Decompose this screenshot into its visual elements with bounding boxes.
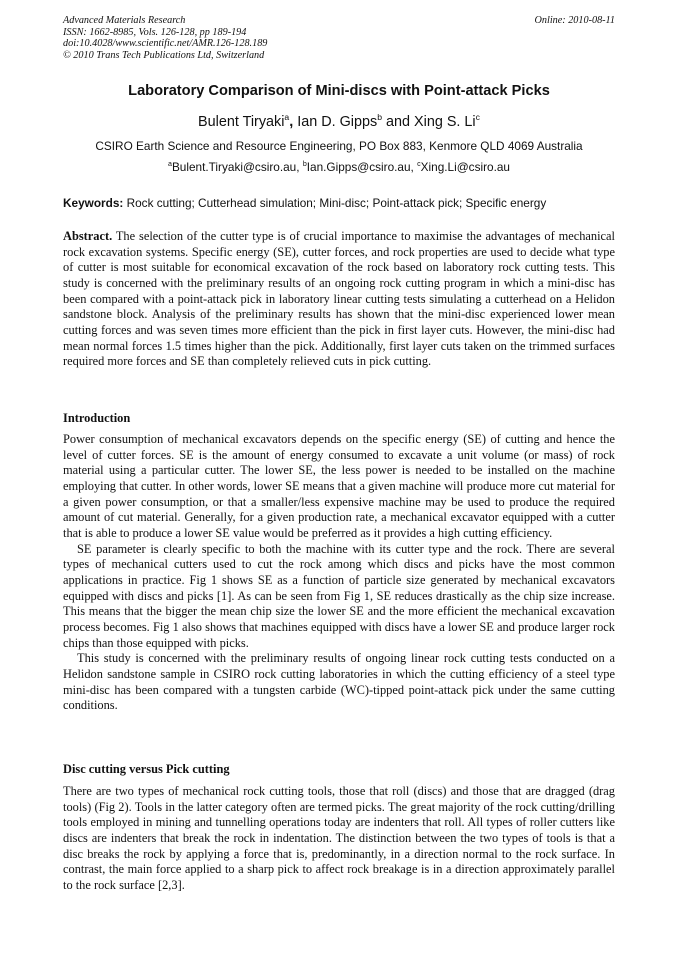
journal-header (63, 15, 267, 61)
author-separator: and (382, 114, 415, 130)
paragraph: This study is concerned with the preliminary results of ongoing linear rock cutting tests conducted on a Helidon sandstone sample in CSIRO rock cutting laboratories in which the cutting efficiency of a steel type mini-disc has been compared with a tungsten carbide (WC)-tipped point-attack pick under the same cutting conditions. (63, 651, 615, 713)
abstract-label: Abstract. (63, 229, 113, 243)
author-affil-mark: a (284, 112, 290, 123)
disc-vs-pick-body (63, 784, 615, 894)
section-heading-disc-vs-pick: Disc cutting versus Pick cutting (63, 762, 230, 776)
author-affil-mark: c (475, 112, 480, 123)
author-name: Ian D. Gipps (297, 114, 378, 130)
author-name: Bulent Tiryaki (198, 114, 285, 130)
author-emails (40, 160, 638, 175)
paragraph: Power consumption of mechanical excavators depends on the specific energy (SE) of cutting and hence the level of cutter forces. SE is the amount of energy consumed to excavate a unit volume (or mass) of rock material using a particular cutter. The lower SE, the less power is needed to be installed on the machine employing that cutter. In other words, lower SE means that a given machine will produce more cut material for a given power consumption, or that a smaller/less expensive machine may be used to produce the required amount of cut material. Generally, for a given production rate, a mechanical excavator equipped with a cutter that is able to produce a lower SE value would be preferred as it provides a high cutting efficiency. (63, 432, 615, 540)
email-address: Bulent.Tiryaki@csiro.au, (171, 160, 303, 174)
email-address: Ian.Gipps@csiro.au, (306, 160, 418, 174)
author-separator: , (289, 114, 298, 130)
keywords-label: Keywords: (63, 196, 124, 210)
doi-line: doi:10.4028/www.scientific.net/AMR.126-128.189 (63, 38, 268, 50)
email-address: Xing.Li@csiro.au (420, 160, 510, 174)
copyright-line: © 2010 Trans Tech Publications Ltd, Switzerland (63, 49, 265, 61)
issn-line: ISSN: 1662-8985, Vols. 126-128, pp 189-194 (63, 26, 247, 38)
paragraph: There are two types of mechanical rock cutting tools, those that roll (discs) and those that are dragged (drag tools) (Fig 2). Tools in the latter category often are termed picks. The great majority of the rock cutting/drilling tools employed in mining and tunnelling operations today are indenters that roll. All types of roller cutters like discs are indenters that break the rock in indentation. The distinction between the two types of tools is that a disc breaks the rock by applying a force that is, predominantly, in a direction normal to the rock surface. In contrast, the main force applied to a sharp pick to affect rock breakage is in a direction approximately parallel to the rock surface [2,3]. (63, 784, 615, 892)
paper-title: Laboratory Comparison of Mini-discs with Point-attack Picks (128, 83, 550, 99)
abstract-text: The selection of the cutter type is of crucial importance to maximise the advantages of mechanical rock excavation systems. Specific energy (SE), cutter forces, and rock properties are used to decide what type of cutter is most suitable for economical excavation of the rock based on laboratory rock cutting tests. This study is concerned with the preliminary results of an ongoing rock cutting program in which a mini-disc has been compared with a point-attack pick in laboratory linear cutting tests simulating a cutterhead on a Helidon sandstone block. Analysis of the preliminary results has shown that the mini-disc experienced lower mean cutting forces and was seven times more efficient than the pick in first layer cuts. However, the mini-disc had mean normal forces 1.5 times higher than the pick. Additionally, first layer cuts taken on the trimmed surfaces required more forces and SE than completely relieved cuts in pick cutting. (63, 229, 615, 369)
email-affil-mark: a (168, 160, 172, 169)
author-list (40, 113, 638, 131)
keywords-text: Rock cutting; Cutterhead simulation; Mini-disc; Point-attack pick; Specific energy (123, 196, 547, 210)
email-affil-mark: b (302, 160, 307, 169)
online-date: Online: 2010-08-11 (534, 15, 615, 26)
journal-name: Advanced Materials Research (63, 15, 186, 26)
email-affil-mark: c (417, 160, 421, 169)
paragraph: SE parameter is clearly specific to both the machine with its cutter type and the rock. There are several types of mechanical cutters used to cut the rock among which discs and picks have the most common applications in practice. Fig 1 shows SE as a function of particle size generated by mechanical excavators equipped with discs and picks [1]. As can be seen from Fig 1, SE reduces drastically as the chip size increase. This means that the bigger the mean chip size the lower SE and the more efficient the mechanical excavation process becomes. Fig 1 also shows that machines equipped with discs have a lower SE and produce larger rock chips than those equipped with picks. (63, 541, 615, 650)
introduction-body (63, 432, 615, 714)
affiliation: CSIRO Earth Science and Resource Engineering, PO Box 883, Kenmore QLD 4069 Australia (95, 139, 583, 153)
author-name: Xing S. Li (414, 114, 476, 130)
section-heading-introduction: Introduction (63, 411, 131, 425)
abstract (63, 229, 615, 370)
author-affil-mark: b (377, 112, 383, 123)
keywords (63, 196, 615, 211)
